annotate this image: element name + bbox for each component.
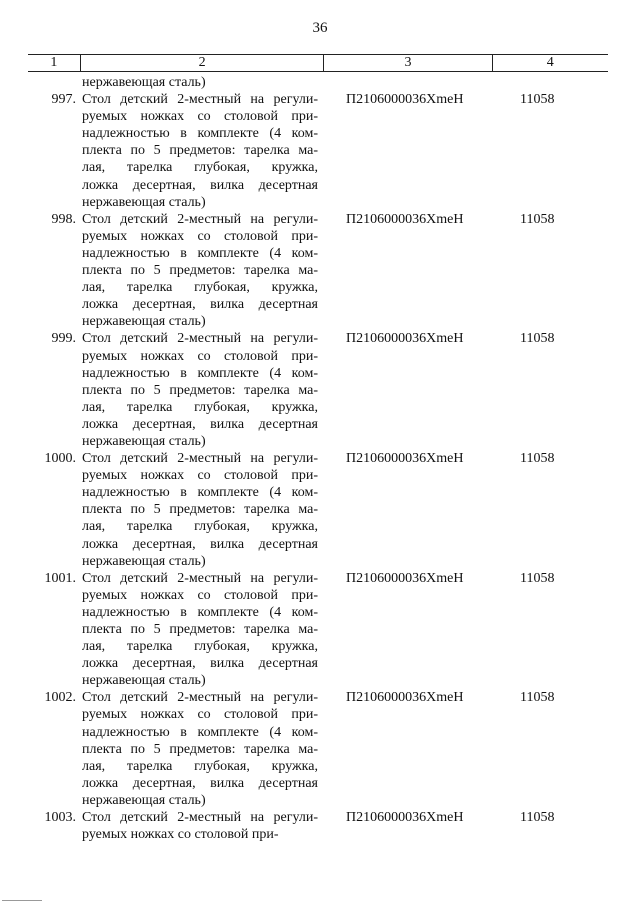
description-line: лая, тарелка глубокая, кружка, [82, 280, 318, 296]
description-line: руемых ножках со столовой при- [82, 228, 318, 244]
description-line: ложка десертная, вилка десертная [82, 775, 318, 791]
row-description [82, 450, 318, 570]
entries-list [28, 91, 608, 843]
description-line: руемых ножках со столовой при- [82, 827, 279, 843]
column-header-4: 4 [492, 55, 608, 72]
description-line: плекта по 5 предметов: тарелка ма- [82, 382, 318, 398]
description-line: плекта по 5 предметов: тарелка ма- [82, 263, 318, 279]
table-row [28, 211, 608, 331]
description-line: лая, тарелка глубокая, кружка, [82, 758, 318, 774]
description-line: ложка десертная, вилка десертная [82, 177, 318, 193]
description-line: Стол детский 2-местный на регули- [82, 570, 318, 586]
description-line: надлежностью в комплекте (4 ком- [82, 245, 318, 261]
page-number: 36 [312, 20, 328, 36]
table-row [28, 570, 608, 690]
column-header-1: 1 [28, 55, 80, 72]
description-line: Стол детский 2-местный на регули- [82, 451, 318, 467]
column-header-2: 2 [80, 55, 324, 72]
row-code: П2106000036ХmeН [346, 211, 464, 227]
row-number: 1001. [44, 570, 76, 586]
row-description [82, 689, 318, 809]
row-code: П2106000036ХmeН [346, 331, 464, 347]
description-line: руемых ножках со столовой при- [82, 109, 318, 125]
description-line: Стол детский 2-местный на регули- [82, 211, 318, 227]
row-code: П2106000036ХmeН [346, 690, 464, 706]
description-line: ложка десертная, вилка десертная [82, 656, 318, 672]
description-line: руемых ножках со столовой при- [82, 468, 318, 484]
row-number: 1000. [44, 451, 76, 467]
row-price: 11058 [520, 451, 555, 467]
description-line: руемых ножках со столовой при- [82, 348, 318, 364]
description-line: надлежностью в комплекте (4 ком- [82, 485, 318, 501]
row-price: 11058 [520, 331, 555, 347]
table-row [28, 450, 608, 570]
row-code: П2106000036ХmeН [346, 451, 464, 467]
description-line: нержавеющая сталь) [82, 433, 206, 449]
row-description [82, 809, 318, 843]
description-line: плекта по 5 предметов: тарелка ма- [82, 502, 318, 518]
description-line: лая, тарелка глубокая, кружка, [82, 399, 318, 415]
table-row [28, 809, 608, 843]
row-code: П2106000036ХmeН [346, 92, 464, 108]
row-number: 998. [51, 211, 76, 227]
description-line: лая, тарелка глубокая, кружка, [82, 639, 318, 655]
description-line: лая, тарелка глубокая, кружка, [82, 160, 318, 176]
description-line: нержавеющая сталь) [82, 194, 206, 210]
row-price: 11058 [520, 211, 555, 227]
description-line: Стол детский 2-местный на регули- [82, 92, 318, 108]
description-line: ложка десертная, вилка десертная [82, 297, 318, 313]
row-price: 11058 [520, 810, 555, 826]
description-line: плекта по 5 предметов: тарелка ма- [82, 622, 318, 637]
row-number: 1003. [44, 810, 76, 826]
description-line: руемых ножках со столовой при- [82, 587, 318, 603]
row-code: П2106000036ХmeН [346, 810, 464, 826]
row-number: 1002. [44, 690, 76, 706]
row-description [82, 91, 318, 211]
description-line: надлежностью в комплекте (4 ком- [82, 604, 318, 620]
description-line: нержавеющая сталь) [82, 673, 206, 689]
description-line: нержавеющая сталь) [82, 553, 206, 569]
description-line: нержавеющая сталь) [82, 314, 206, 330]
row-description [82, 211, 318, 331]
row-price: 11058 [520, 92, 555, 108]
table-body [28, 74, 608, 843]
description-line: плекта по 5 предметов: тарелка ма- [82, 741, 318, 757]
footer-rule [2, 900, 42, 901]
description-line: Стол детский 2-местный на регули- [82, 331, 318, 347]
row-description [82, 330, 318, 450]
description-line: Стол детский 2-местный на регули- [82, 810, 318, 826]
description-line: руемых ножках со столовой при- [82, 707, 318, 723]
row-price: 11058 [520, 570, 555, 586]
description-line: лая, тарелка глубокая, кружка, [82, 519, 318, 535]
table-row [28, 689, 608, 809]
row-number: 997. [51, 92, 76, 108]
row-price: 11058 [520, 690, 555, 706]
continuation-line: нержавеющая сталь) [82, 75, 206, 90]
table-row [28, 91, 608, 211]
description-line: надлежностью в комплекте (4 ком- [82, 126, 318, 142]
row-code: П2106000036ХmeН [346, 570, 464, 586]
description-line: ложка десертная, вилка десертная [82, 416, 318, 432]
table-row [28, 330, 608, 450]
description-line: нержавеющая сталь) [82, 792, 206, 808]
description-line: надлежностью в комплекте (4 ком- [82, 724, 318, 740]
description-line: ложка десертная, вилка десертная [82, 536, 318, 552]
column-header-row [28, 54, 608, 72]
description-line: плекта по 5 предметов: тарелка ма- [82, 143, 318, 159]
description-line: надлежностью в комплекте (4 ком- [82, 365, 318, 381]
row-description [82, 570, 318, 690]
description-line: Стол детский 2-местный на регули- [82, 690, 318, 706]
column-header-3: 3 [324, 55, 492, 72]
row-number: 999. [51, 331, 76, 347]
